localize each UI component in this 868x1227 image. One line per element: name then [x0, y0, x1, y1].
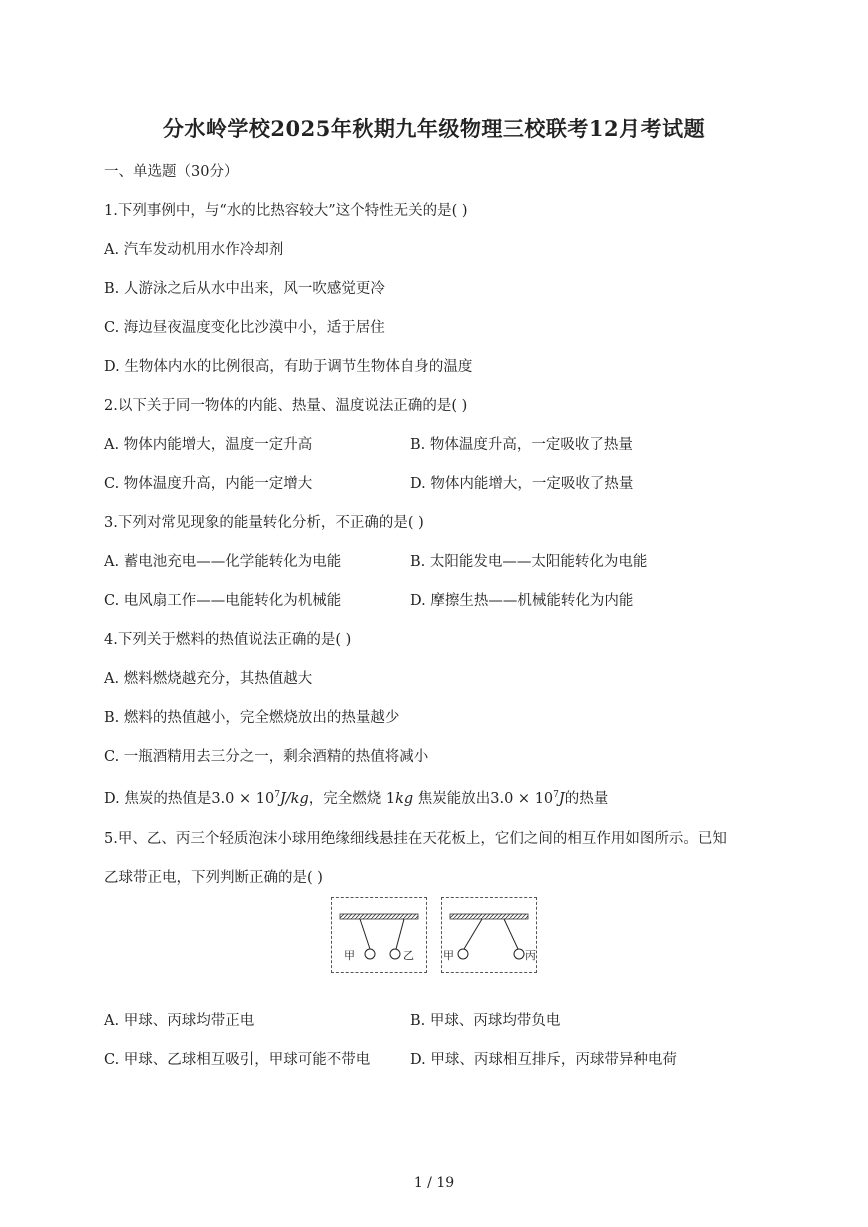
q4-d-suffix: 的热量 — [564, 791, 609, 807]
q5-option-b: B. 甲球、丙球均带负电 — [410, 1013, 561, 1029]
q5-option-a: A. 甲球、丙球均带正电 — [104, 1013, 255, 1029]
q1-option-d: D. 生物体内水的比例很高，有助于调节生物体自身的温度 — [104, 359, 473, 375]
q5-figure-2-left-label: 甲 — [443, 949, 454, 962]
q4-d-exponent2: 7 — [553, 790, 559, 800]
q4-d-prefix: D. 焦炭的热值是 — [104, 791, 212, 807]
q4-d-middle2: 焦炭能放出 — [413, 791, 491, 807]
q4-d-value1: 3.0 × 10 — [211, 791, 275, 807]
q4-d-kg: kg — [395, 791, 414, 807]
q4-stem: 4.下列关于燃料的热值说法正确的是( ) — [104, 632, 352, 648]
q5-figure-2-drawing — [442, 898, 536, 972]
q1-option-a: A. 汽车发动机用水作冷却剂 — [104, 242, 284, 258]
exam-title: 分水岭学校2025年秋期九年级物理三校联考12月考试题 — [162, 116, 706, 141]
q4-d-exponent1: 7 — [274, 790, 280, 800]
q1-option-b: B. 人游泳之后从水中出来，风一吹感觉更冷 — [104, 281, 385, 297]
q2-option-b: B. 物体温度升高，一定吸收了热量 — [410, 437, 633, 453]
q4-option-c: C. 一瓶酒精用去三分之一，剩余酒精的热值将减小 — [104, 749, 429, 765]
q4-d-unit2: J — [558, 791, 565, 807]
q4-d-middle: ，完全燃烧 1 — [308, 791, 396, 807]
q2-option-c: C. 物体温度升高，内能一定增大 — [104, 476, 313, 492]
q4-option-d — [104, 787, 608, 808]
q1-stem: 1.下列事例中，与“水的比热容较大”这个特性无关的是( ) — [104, 203, 468, 219]
q2-option-d: D. 物体内能增大，一定吸收了热量 — [410, 476, 634, 492]
q4-option-a: A. 燃料燃烧越充分，其热值越大 — [104, 671, 313, 687]
q5-figure-1-left-label: 甲 — [344, 949, 355, 962]
q5-figure-2-right-label: 丙 — [525, 949, 536, 962]
q3-option-a: A. 蓄电池充电——化学能转化为电能 — [104, 554, 342, 570]
q3-option-c: C. 电风扇工作——电能转化为机械能 — [104, 593, 342, 609]
q5-stem-line2: 乙球带正电，下列判断正确的是( ) — [104, 870, 323, 886]
q4-d-unit1: J/kg — [279, 791, 309, 807]
q2-option-a: A. 物体内能增大，温度一定升高 — [104, 437, 313, 453]
q4-option-b: B. 燃料的热值越小，完全燃烧放出的热量越少 — [104, 710, 400, 726]
q5-stem-line1: 5.甲、乙、丙三个轻质泡沫小球用绝缘细线悬挂在天花板上，它们之间的相互作用如图所示。已知 — [104, 831, 727, 847]
q5-figure-1 — [331, 897, 427, 973]
q3-option-d: D. 摩擦生热——机械能转化为内能 — [410, 593, 634, 609]
q5-figure-1-right-label: 乙 — [403, 949, 414, 962]
q3-option-b: B. 太阳能发电——太阳能转化为电能 — [410, 554, 648, 570]
q5-option-d: D. 甲球、丙球相互排斥，丙球带异种电荷 — [410, 1052, 677, 1068]
q3-stem: 3.下列对常见现象的能量转化分析，不正确的是( ) — [104, 515, 424, 531]
page-number: 1 / 19 — [413, 1175, 455, 1191]
q2-stem: 2.以下关于同一物体的内能、热量、温度说法正确的是( ) — [104, 398, 468, 414]
q1-option-c: C. 海边昼夜温度变化比沙漠中小，适于居住 — [104, 320, 385, 336]
q5-option-c: C. 甲球、乙球相互吸引，甲球可能不带电 — [104, 1052, 371, 1068]
q4-d-value2: 3.0 × 10 — [490, 791, 554, 807]
q5-figure-2 — [441, 897, 537, 973]
section-heading: 一、单选题（30分） — [104, 164, 239, 180]
